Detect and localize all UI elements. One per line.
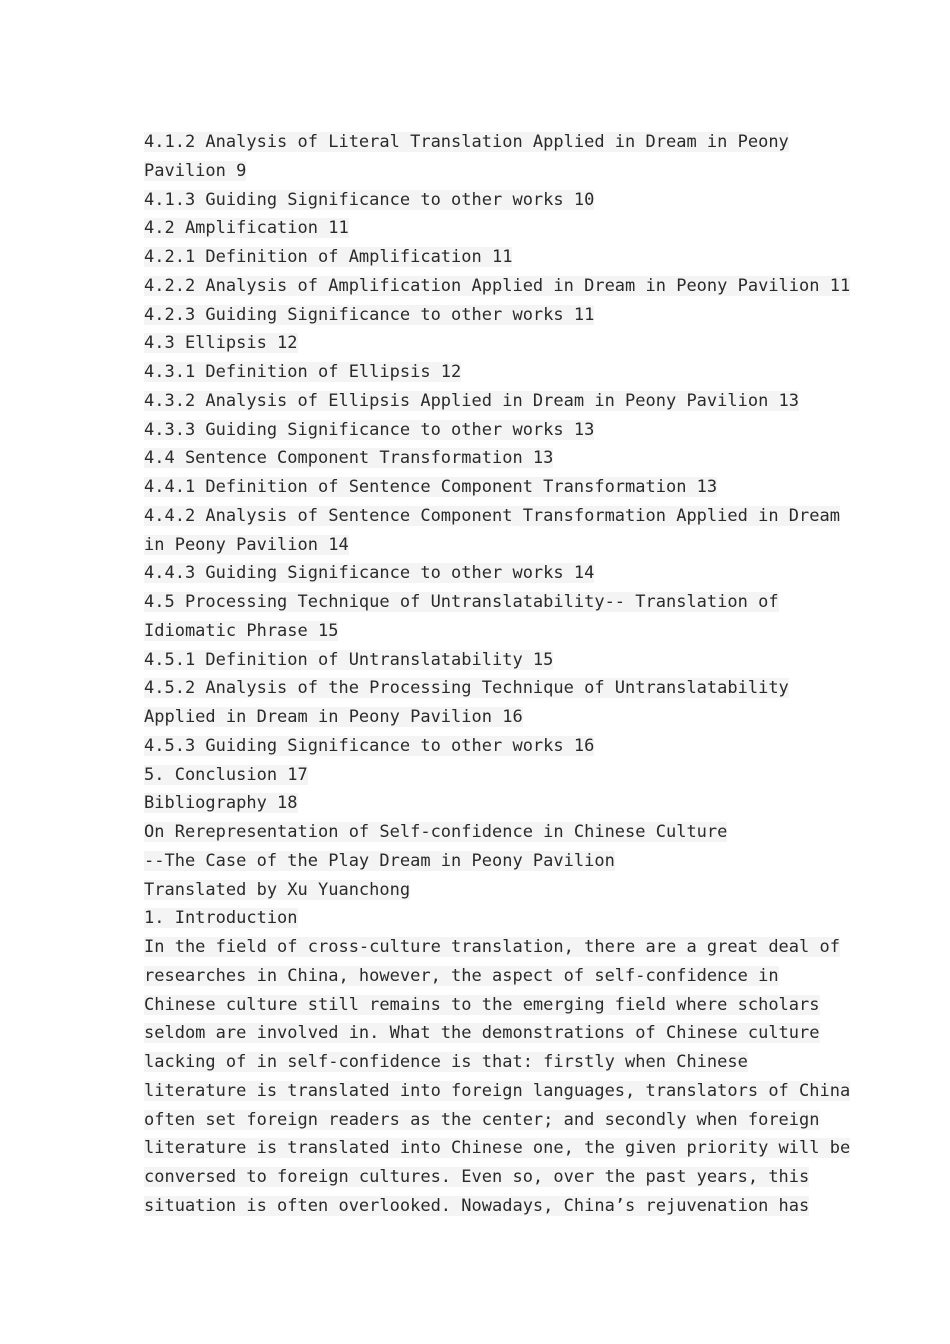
body-line: In the field of cross-culture translation, there are a great deal of bbox=[144, 937, 840, 957]
toc-entry-4-1-3: 4.1.3 Guiding Significance to other works 10 bbox=[144, 189, 595, 210]
toc-entry-4-4-2-cont: in Peony Pavilion 14 bbox=[144, 534, 349, 555]
body-line: literature is translated into foreign languages, translators of China bbox=[144, 1080, 851, 1101]
toc-entry-4-5-1: 4.5.1 Definition of Untranslatability 15 bbox=[144, 649, 554, 670]
body-line: Chinese culture still remains to the emerging field where scholars bbox=[144, 994, 820, 1015]
toc-entry-4-5-cont: Idiomatic Phrase 15 bbox=[144, 620, 339, 641]
body-line: seldom are involved in. What the demonstrations of Chinese culture bbox=[144, 1023, 820, 1044]
paper-subtitle: --The Case of the Play Dream in Peony Pavilion bbox=[144, 850, 615, 871]
paper-translator: Translated by Xu Yuanchong bbox=[144, 879, 411, 900]
document-text bbox=[144, 128, 851, 1221]
body-line: often set foreign readers as the center; and secondly when foreign bbox=[144, 1109, 820, 1130]
body-line: conversed to foreign cultures. Even so, over the past years, this bbox=[144, 1167, 810, 1187]
body-line: researches in China, however, the aspect of self-confidence in bbox=[144, 965, 779, 986]
body-line: lacking of in self-confidence is that: firstly when Chinese bbox=[144, 1052, 748, 1072]
body-line: situation is often overlooked. Nowadays, China’s rejuvenation has bbox=[144, 1195, 810, 1216]
toc-entry-4-3: 4.3 Ellipsis 12 bbox=[144, 333, 298, 354]
toc-entry-4-3-3: 4.3.3 Guiding Significance to other works 13 bbox=[144, 419, 595, 440]
section-heading-introduction: 1. Introduction bbox=[144, 908, 298, 929]
toc-entry-4-5-3: 4.5.3 Guiding Significance to other works 16 bbox=[144, 735, 595, 756]
toc-entry-4-2-1: 4.2.1 Definition of Amplification 11 bbox=[144, 247, 513, 267]
toc-entry-bibliography: Bibliography 18 bbox=[144, 793, 298, 814]
toc-entry-4-4-2: 4.4.2 Analysis of Sentence Component Transformation Applied in Dream bbox=[144, 505, 840, 526]
toc-entry-4-4: 4.4 Sentence Component Transformation 13 bbox=[144, 448, 554, 469]
toc-entry-5: 5. Conclusion 17 bbox=[144, 764, 308, 785]
toc-entry-4-2-3: 4.2.3 Guiding Significance to other works 11 bbox=[144, 304, 595, 325]
toc-entry-4-3-2: 4.3.2 Analysis of Ellipsis Applied in Dream in Peony Pavilion 13 bbox=[144, 390, 800, 411]
toc-entry-4-5-2-cont: Applied in Dream in Peony Pavilion 16 bbox=[144, 707, 523, 727]
toc-entry-4-5-2: 4.5.2 Analysis of the Processing Technique of Untranslatability bbox=[144, 678, 789, 699]
toc-entry-4-4-3: 4.4.3 Guiding Significance to other works 14 bbox=[144, 563, 595, 584]
toc-entry-4-5: 4.5 Processing Technique of Untranslatability-- Translation of bbox=[144, 592, 779, 612]
toc-entry-4-2: 4.2 Amplification 11 bbox=[144, 218, 349, 239]
toc-entry-4-4-1: 4.4.1 Definition of Sentence Component Transformation 13 bbox=[144, 477, 718, 497]
toc-entry-4-1-2-cont: Pavilion 9 bbox=[144, 160, 247, 181]
body-line: literature is translated into Chinese one, the given priority will be bbox=[144, 1138, 851, 1159]
toc-entry-4-1-2: 4.1.2 Analysis of Literal Translation Applied in Dream in Peony bbox=[144, 132, 789, 152]
paper-title: On Rerepresentation of Self-confidence in Chinese Culture bbox=[144, 822, 728, 842]
toc-entry-4-3-1: 4.3.1 Definition of Ellipsis 12 bbox=[144, 362, 462, 382]
toc-entry-4-2-2: 4.2.2 Analysis of Amplification Applied in Dream in Peony Pavilion 11 bbox=[144, 275, 851, 296]
